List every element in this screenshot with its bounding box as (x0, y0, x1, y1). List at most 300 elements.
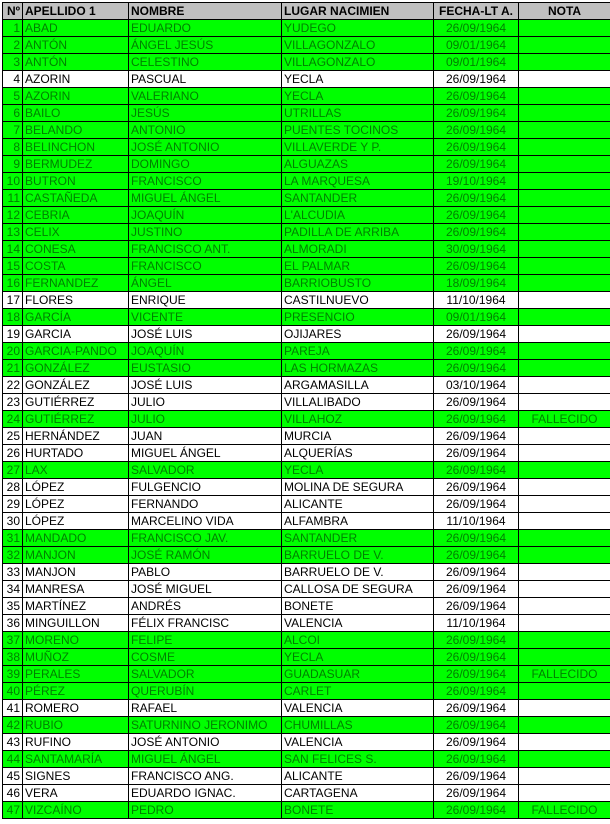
cell-apellido: CELIX (23, 224, 129, 241)
cell-apellido: AZORIN (23, 71, 129, 88)
cell-nombre: JOSÉ LUIS (129, 326, 282, 343)
cell-fecha: 09/01/1964 (434, 54, 519, 71)
cell-nota (519, 173, 610, 190)
cell-nota (519, 326, 610, 343)
cell-nota (519, 717, 610, 734)
table-row (3, 224, 610, 241)
cell-nombre: FRANCISCO ANT. (129, 241, 282, 258)
cell-apellido: GUTIÉRREZ (23, 394, 129, 411)
cell-apellido: LAX (23, 462, 129, 479)
table-row (3, 700, 610, 717)
roster-table (2, 2, 610, 819)
table-row (3, 54, 610, 71)
cell-lugar: ALCOI (282, 632, 434, 649)
cell-fecha: 26/09/1964 (434, 71, 519, 88)
cell-fecha: 26/09/1964 (434, 224, 519, 241)
cell-fecha: 09/01/1964 (434, 37, 519, 54)
cell-number: 32 (3, 547, 23, 564)
cell-number: 15 (3, 258, 23, 275)
cell-nota: FALLECIDO (519, 411, 610, 428)
cell-fecha: 26/09/1964 (434, 20, 519, 37)
cell-fecha: 26/09/1964 (434, 190, 519, 207)
cell-nombre: FÉLIX FRANCISC (129, 615, 282, 632)
cell-nombre: CELESTINO (129, 54, 282, 71)
cell-nota (519, 547, 610, 564)
cell-nombre: JOSÉ ANTONIO (129, 734, 282, 751)
cell-apellido: HURTADO (23, 445, 129, 462)
cell-apellido: RUBIO (23, 717, 129, 734)
cell-nota (519, 105, 610, 122)
cell-nota (519, 598, 610, 615)
cell-lugar: ALMORADI (282, 241, 434, 258)
cell-apellido: GARCIA (23, 326, 129, 343)
table-row (3, 326, 610, 343)
table-row (3, 88, 610, 105)
cell-number: 35 (3, 598, 23, 615)
cell-nota (519, 275, 610, 292)
cell-number: 46 (3, 785, 23, 802)
table-row (3, 411, 610, 428)
cell-fecha: 26/09/1964 (434, 156, 519, 173)
table-row (3, 241, 610, 258)
cell-number: 45 (3, 768, 23, 785)
cell-nota (519, 122, 610, 139)
cell-fecha: 26/09/1964 (434, 700, 519, 717)
cell-apellido: FERNANDEZ (23, 275, 129, 292)
cell-number: 18 (3, 309, 23, 326)
cell-nombre: JOSÉ MIGUEL (129, 581, 282, 598)
cell-fecha: 26/09/1964 (434, 326, 519, 343)
header-number: Nº (3, 3, 23, 20)
cell-nota (519, 734, 610, 751)
table-row (3, 717, 610, 734)
cell-nombre: FELIPE (129, 632, 282, 649)
cell-nombre: FRANCISCO (129, 173, 282, 190)
cell-nota (519, 445, 610, 462)
cell-lugar: OJIJARES (282, 326, 434, 343)
table-row (3, 598, 610, 615)
cell-nota (519, 343, 610, 360)
cell-apellido: BERMUDEZ (23, 156, 129, 173)
cell-nombre: ENRIQUE (129, 292, 282, 309)
cell-nombre: MIGUEL ÁNGEL (129, 445, 282, 462)
cell-lugar: BARRUELO DE V. (282, 547, 434, 564)
cell-fecha: 19/10/1964 (434, 173, 519, 190)
cell-fecha: 26/09/1964 (434, 785, 519, 802)
cell-nombre: ANDRÉS (129, 598, 282, 615)
cell-apellido: BAILO (23, 105, 129, 122)
cell-number: 3 (3, 54, 23, 71)
table-row (3, 513, 610, 530)
table-row (3, 71, 610, 88)
cell-lugar: MOLINA DE SEGURA (282, 479, 434, 496)
cell-nota (519, 581, 610, 598)
cell-lugar: SANTANDER (282, 190, 434, 207)
cell-fecha: 26/09/1964 (434, 258, 519, 275)
cell-nombre: RAFAEL (129, 700, 282, 717)
cell-nombre: JULIO (129, 411, 282, 428)
cell-number: 20 (3, 343, 23, 360)
table-row (3, 139, 610, 156)
table-row (3, 785, 610, 802)
cell-apellido: CONESA (23, 241, 129, 258)
cell-apellido: PERALES (23, 666, 129, 683)
cell-lugar: PUENTES TOCINOS (282, 122, 434, 139)
cell-number: 38 (3, 649, 23, 666)
cell-nota (519, 54, 610, 71)
cell-apellido: GUTIÉRREZ (23, 411, 129, 428)
cell-apellido: COSTA (23, 258, 129, 275)
table-row (3, 20, 610, 37)
cell-nombre: ÁNGEL JESÚS (129, 37, 282, 54)
cell-fecha: 26/09/1964 (434, 428, 519, 445)
cell-nota: FALLECIDO (519, 666, 610, 683)
cell-nombre: JULIO (129, 394, 282, 411)
cell-apellido: MANRESA (23, 581, 129, 598)
cell-number: 7 (3, 122, 23, 139)
cell-nombre: PEDRO (129, 802, 282, 819)
cell-nota (519, 224, 610, 241)
cell-number: 41 (3, 700, 23, 717)
cell-number: 33 (3, 564, 23, 581)
table-row (3, 360, 610, 377)
table-row (3, 428, 610, 445)
cell-nota (519, 428, 610, 445)
cell-number: 37 (3, 632, 23, 649)
cell-lugar: BARRIOBUSTO (282, 275, 434, 292)
cell-number: 22 (3, 377, 23, 394)
cell-fecha: 11/10/1964 (434, 615, 519, 632)
table-row (3, 564, 610, 581)
cell-lugar: GUADASUAR (282, 666, 434, 683)
cell-number: 47 (3, 802, 23, 819)
cell-nombre: JOAQUÍN (129, 343, 282, 360)
cell-fecha: 26/09/1964 (434, 394, 519, 411)
cell-nombre: COSME (129, 649, 282, 666)
header-row (3, 3, 610, 20)
cell-number: 12 (3, 207, 23, 224)
cell-fecha: 26/09/1964 (434, 122, 519, 139)
cell-nombre: JOAQUÍN (129, 207, 282, 224)
cell-lugar: ALICANTE (282, 496, 434, 513)
cell-nota (519, 88, 610, 105)
cell-nombre: FRANCISCO JAV. (129, 530, 282, 547)
cell-lugar: CARLET (282, 683, 434, 700)
table-row (3, 377, 610, 394)
cell-number: 34 (3, 581, 23, 598)
cell-fecha: 26/09/1964 (434, 649, 519, 666)
cell-fecha: 26/09/1964 (434, 632, 519, 649)
cell-apellido: CEBRIA (23, 207, 129, 224)
cell-number: 39 (3, 666, 23, 683)
cell-apellido: MARTÍNEZ (23, 598, 129, 615)
table-row (3, 462, 610, 479)
cell-lugar: L'ALCUDIA (282, 207, 434, 224)
table-row (3, 683, 610, 700)
table-row (3, 802, 610, 819)
cell-nombre: VICENTE (129, 309, 282, 326)
cell-apellido: MANJON (23, 564, 129, 581)
cell-fecha: 26/09/1964 (434, 445, 519, 462)
cell-apellido: ROMERO (23, 700, 129, 717)
cell-number: 40 (3, 683, 23, 700)
table-row (3, 275, 610, 292)
cell-nota (519, 139, 610, 156)
cell-apellido: ANTÓN (23, 37, 129, 54)
cell-apellido: ABAD (23, 20, 129, 37)
cell-fecha: 26/09/1964 (434, 105, 519, 122)
cell-lugar: YECLA (282, 88, 434, 105)
cell-number: 44 (3, 751, 23, 768)
cell-nombre: EDUARDO (129, 20, 282, 37)
cell-apellido: VERA (23, 785, 129, 802)
cell-apellido: GARCÍA (23, 309, 129, 326)
cell-lugar: ALFAMBRA (282, 513, 434, 530)
cell-apellido: MINGUILLON (23, 615, 129, 632)
cell-number: 19 (3, 326, 23, 343)
table-row (3, 309, 610, 326)
cell-nombre: EUSTASIO (129, 360, 282, 377)
table-row (3, 734, 610, 751)
cell-number: 17 (3, 292, 23, 309)
cell-nota (519, 632, 610, 649)
cell-nombre: EDUARDO IGNAC. (129, 785, 282, 802)
cell-apellido: RUFINO (23, 734, 129, 751)
cell-lugar: PADILLA DE ARRIBA (282, 224, 434, 241)
cell-number: 21 (3, 360, 23, 377)
cell-lugar: BONETE (282, 598, 434, 615)
table-row (3, 768, 610, 785)
cell-lugar: MURCIA (282, 428, 434, 445)
cell-fecha: 11/10/1964 (434, 513, 519, 530)
cell-number: 2 (3, 37, 23, 54)
cell-nombre: JESÚS (129, 105, 282, 122)
cell-nota (519, 530, 610, 547)
cell-nombre: MIGUEL ÁNGEL (129, 190, 282, 207)
cell-nombre: QUERUBÍN (129, 683, 282, 700)
cell-number: 36 (3, 615, 23, 632)
cell-number: 13 (3, 224, 23, 241)
table-row (3, 530, 610, 547)
cell-apellido: LÓPEZ (23, 496, 129, 513)
cell-nota (519, 156, 610, 173)
cell-nota (519, 360, 610, 377)
cell-nota (519, 513, 610, 530)
cell-nombre: SALVADOR (129, 462, 282, 479)
cell-lugar: PRESENCIO (282, 309, 434, 326)
cell-apellido: GARCIA-PANDO (23, 343, 129, 360)
cell-fecha: 26/09/1964 (434, 768, 519, 785)
cell-nota (519, 190, 610, 207)
cell-number: 43 (3, 734, 23, 751)
cell-nota: FALLECIDO (519, 802, 610, 819)
cell-nombre: VALERIANO (129, 88, 282, 105)
cell-apellido: SIGNES (23, 768, 129, 785)
cell-apellido: BUTRON (23, 173, 129, 190)
cell-lugar: YECLA (282, 462, 434, 479)
cell-nota (519, 785, 610, 802)
cell-fecha: 26/09/1964 (434, 547, 519, 564)
cell-fecha: 26/09/1964 (434, 598, 519, 615)
cell-lugar: CALLOSA DE SEGURA (282, 581, 434, 598)
cell-nombre: JOSÉ LUIS (129, 377, 282, 394)
cell-fecha: 26/09/1964 (434, 462, 519, 479)
cell-number: 30 (3, 513, 23, 530)
cell-apellido: MORENO (23, 632, 129, 649)
cell-apellido: PÉREZ (23, 683, 129, 700)
cell-fecha: 26/09/1964 (434, 717, 519, 734)
cell-lugar: CHUMILLAS (282, 717, 434, 734)
table-row (3, 292, 610, 309)
cell-nota (519, 615, 610, 632)
cell-nombre: JUAN (129, 428, 282, 445)
table-row (3, 649, 610, 666)
cell-apellido: GONZÁLEZ (23, 360, 129, 377)
table-row (3, 37, 610, 54)
cell-lugar: VILLAGONZALO (282, 37, 434, 54)
cell-nombre: MARCELINO VIDA (129, 513, 282, 530)
cell-nombre: FERNANDO (129, 496, 282, 513)
cell-fecha: 26/09/1964 (434, 802, 519, 819)
cell-apellido: LÓPEZ (23, 513, 129, 530)
cell-fecha: 26/09/1964 (434, 139, 519, 156)
cell-apellido: HERNÁNDEZ (23, 428, 129, 445)
table-row (3, 343, 610, 360)
cell-lugar: VALENCIA (282, 734, 434, 751)
cell-lugar: LAS HORMAZAS (282, 360, 434, 377)
cell-number: 26 (3, 445, 23, 462)
cell-apellido: BELANDO (23, 122, 129, 139)
cell-fecha: 26/09/1964 (434, 207, 519, 224)
cell-number: 1 (3, 20, 23, 37)
cell-lugar: SANTANDER (282, 530, 434, 547)
cell-apellido: SANTAMARÍA (23, 751, 129, 768)
cell-fecha: 26/09/1964 (434, 734, 519, 751)
cell-lugar: VILLAHOZ (282, 411, 434, 428)
cell-number: 29 (3, 496, 23, 513)
cell-nota (519, 496, 610, 513)
cell-apellido: MANDADO (23, 530, 129, 547)
cell-nota (519, 751, 610, 768)
cell-nota (519, 309, 610, 326)
table-row (3, 666, 610, 683)
cell-lugar: LA MARQUESA (282, 173, 434, 190)
cell-nombre: SATURNINO JERONIMO (129, 717, 282, 734)
cell-lugar: BONETE (282, 802, 434, 819)
table-row (3, 632, 610, 649)
table-row (3, 394, 610, 411)
cell-apellido: BELINCHON (23, 139, 129, 156)
cell-fecha: 26/09/1964 (434, 496, 519, 513)
cell-nombre: SALVADOR (129, 666, 282, 683)
table-row (3, 751, 610, 768)
cell-apellido: GONZÁLEZ (23, 377, 129, 394)
cell-apellido: VIZCAÍNO (23, 802, 129, 819)
cell-lugar: ARGAMASILLA (282, 377, 434, 394)
cell-fecha: 26/09/1964 (434, 666, 519, 683)
cell-lugar: EL PALMAR (282, 258, 434, 275)
cell-fecha: 26/09/1964 (434, 343, 519, 360)
cell-lugar: ALICANTE (282, 768, 434, 785)
table-row (3, 173, 610, 190)
table-row (3, 258, 610, 275)
cell-fecha: 18/09/1964 (434, 275, 519, 292)
cell-nombre: DOMINGO (129, 156, 282, 173)
cell-lugar: CARTAGENA (282, 785, 434, 802)
cell-nota (519, 292, 610, 309)
table-row (3, 496, 610, 513)
cell-fecha: 26/09/1964 (434, 360, 519, 377)
cell-lugar: CASTILNUEVO (282, 292, 434, 309)
cell-number: 42 (3, 717, 23, 734)
cell-apellido: LÓPEZ (23, 479, 129, 496)
cell-fecha: 11/10/1964 (434, 292, 519, 309)
cell-apellido: AZORIN (23, 88, 129, 105)
cell-nota (519, 258, 610, 275)
cell-nota (519, 700, 610, 717)
table-row (3, 122, 610, 139)
cell-lugar: VILLALIBADO (282, 394, 434, 411)
cell-fecha: 26/09/1964 (434, 479, 519, 496)
cell-number: 6 (3, 105, 23, 122)
cell-nota (519, 71, 610, 88)
table-row (3, 207, 610, 224)
cell-nota (519, 37, 610, 54)
cell-lugar: YECLA (282, 649, 434, 666)
cell-number: 14 (3, 241, 23, 258)
cell-apellido: ANTÓN (23, 54, 129, 71)
header-fecha: FECHA-LT A. (434, 3, 519, 20)
cell-nombre: FULGENCIO (129, 479, 282, 496)
cell-number: 8 (3, 139, 23, 156)
cell-lugar: ALGUAZAS (282, 156, 434, 173)
cell-fecha: 26/09/1964 (434, 683, 519, 700)
cell-nombre: MIGUEL ÁNGEL (129, 751, 282, 768)
cell-apellido: FLORES (23, 292, 129, 309)
cell-number: 10 (3, 173, 23, 190)
cell-lugar: VALENCIA (282, 700, 434, 717)
cell-number: 9 (3, 156, 23, 173)
table-row (3, 190, 610, 207)
cell-lugar: BARRUELO DE V. (282, 564, 434, 581)
table-row (3, 479, 610, 496)
cell-lugar: UTRILLAS (282, 105, 434, 122)
cell-nombre: JOSÉ ANTONIO (129, 139, 282, 156)
table-row (3, 156, 610, 173)
header-nombre: NOMBRE (129, 3, 282, 20)
cell-lugar: VALENCIA (282, 615, 434, 632)
cell-lugar: VILLAGONZALO (282, 54, 434, 71)
cell-apellido: CASTAÑEDA (23, 190, 129, 207)
cell-fecha: 30/09/1964 (434, 241, 519, 258)
cell-lugar: YUDEGO (282, 20, 434, 37)
cell-fecha: 26/09/1964 (434, 530, 519, 547)
table-row (3, 445, 610, 462)
cell-number: 28 (3, 479, 23, 496)
cell-number: 5 (3, 88, 23, 105)
cell-number: 11 (3, 190, 23, 207)
cell-number: 24 (3, 411, 23, 428)
cell-lugar: PAREJA (282, 343, 434, 360)
cell-nota (519, 649, 610, 666)
table-row (3, 105, 610, 122)
cell-nota (519, 768, 610, 785)
cell-number: 31 (3, 530, 23, 547)
cell-nombre: FRANCISCO ANG. (129, 768, 282, 785)
cell-nombre: FRANCISCO (129, 258, 282, 275)
cell-nota (519, 479, 610, 496)
header-nota: NOTA (519, 3, 610, 20)
